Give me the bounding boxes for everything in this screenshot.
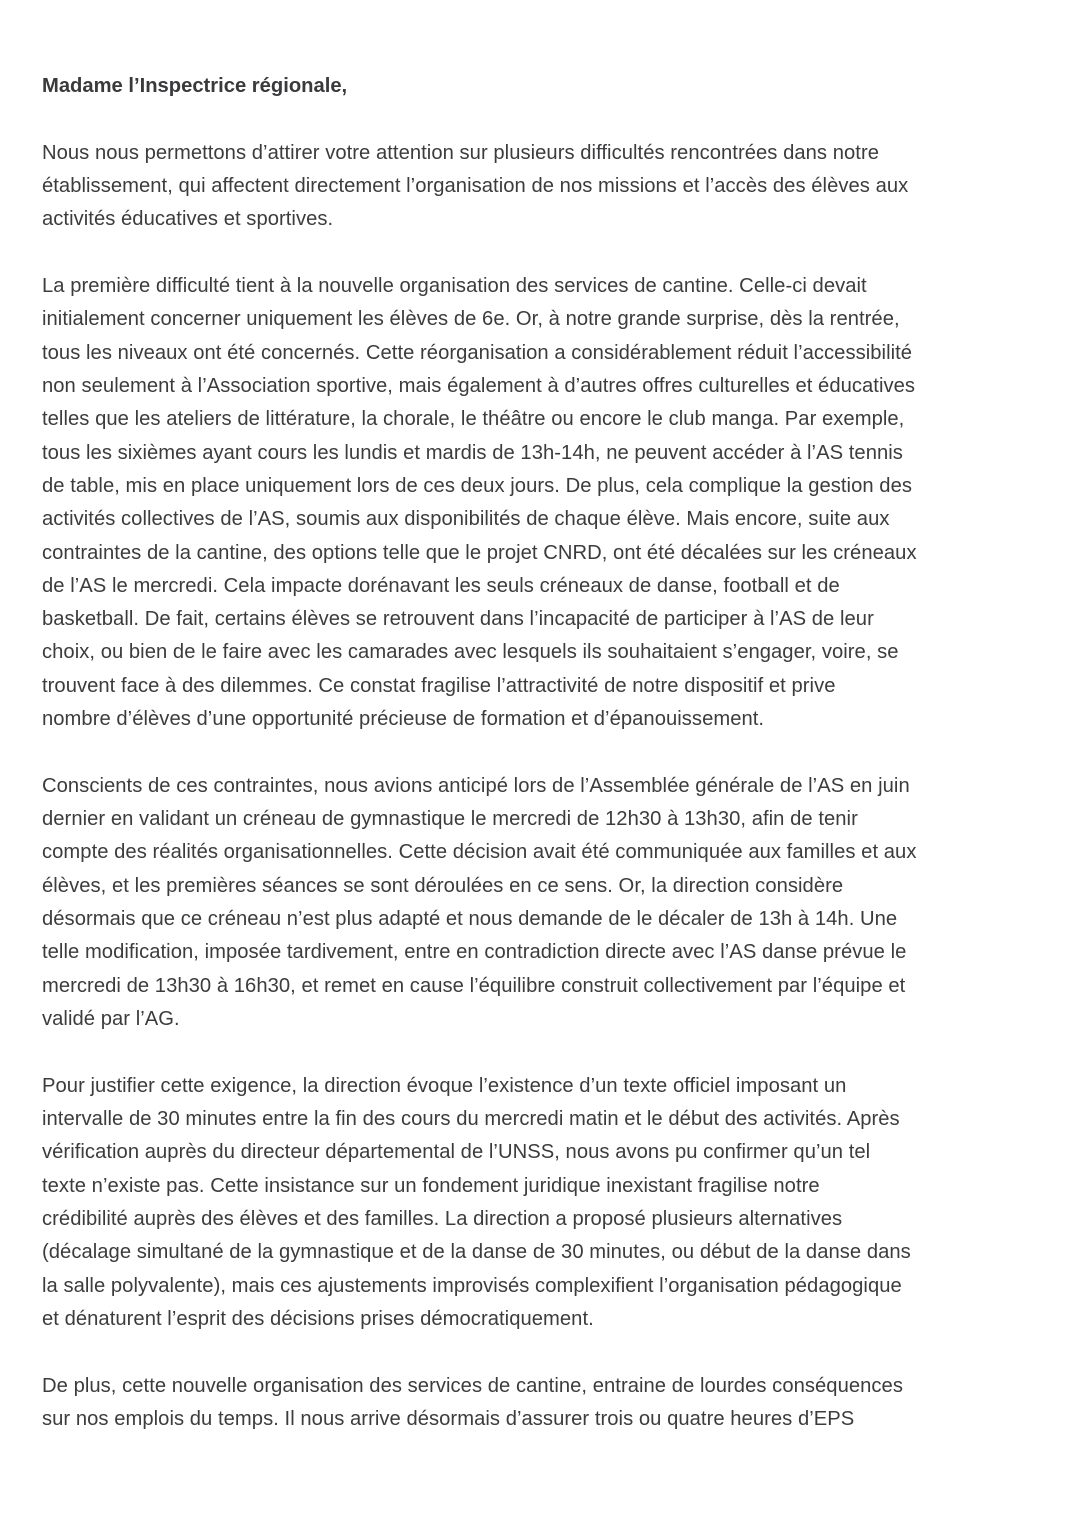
text-line: texte n’existe pas. Cette insistance sur un fondement juridique inexistant fragilise notre: [42, 1174, 820, 1197]
text-line: la salle polyvalente), mais ces ajustements improvisés complexifient l’organisation pédagogique: [42, 1274, 902, 1297]
text-line: initialement concerner uniquement les élèves de 6e. Or, à notre grande surprise, dès la rentrée,: [42, 308, 900, 331]
text-line: choix, ou bien de le faire avec les camarades avec lesquels ils souhaitaient s’engager, voire, se: [42, 641, 899, 664]
letter-body: [42, 70, 1042, 1470]
text-line: non seulement à l’Association sportive, mais également à d’autres offres culturelles et éducatives: [42, 375, 916, 398]
text-line: activités éducatives et sportives.: [42, 208, 334, 231]
letter-greeting: Madame l’Inspectrice régionale,: [42, 75, 348, 97]
text-line: telles que les ateliers de littérature, la chorale, le théâtre ou encore le club manga. Par exemple,: [42, 408, 905, 431]
paragraph-justification: [42, 1070, 1042, 1336]
text-line: dernier en validant un créneau de gymnastique le mercredi de 12h30 à 13h30, afin de tenir: [42, 808, 858, 831]
text-line: basketball. De fait, certains élèves se retrouvent dans l’incapacité de participer à l’AS de leur: [42, 608, 874, 631]
text-line: établissement, qui affectent directement l’organisation de nos missions et l’accès des élèves aux: [42, 175, 909, 198]
text-line: validé par l’AG.: [42, 1007, 180, 1030]
text-line: activités collectives de l’AS, soumis aux disponibilités de chaque élève. Mais encore, suite aux: [42, 508, 890, 531]
text-line: contraintes de la cantine, des options telle que le projet CNRD, ont été décalées sur les créneaux: [42, 541, 917, 564]
paragraph-emplois-du-temps: [42, 1370, 1042, 1437]
text-line: trouvent face à des dilemmes. Ce constat fragilise l’attractivité de notre dispositif et prive: [42, 674, 836, 697]
text-line: de l’AS le mercredi. Cela impacte dorénavant les seuls créneaux de danse, football et de: [42, 574, 840, 597]
text-line: Nous nous permettons d’attirer votre attention sur plusieurs difficultés rencontrées dans notre: [42, 141, 879, 164]
text-line: et dénaturent l’esprit des décisions prises démocratiquement.: [42, 1307, 594, 1330]
text-line: (décalage simultané de la gymnastique et de la danse de 30 minutes, ou début de la danse dans: [42, 1241, 911, 1264]
text-line: tous les sixièmes ayant cours les lundis et mardis de 13h-14h, ne peuvent accéder à l’AS tennis: [42, 441, 903, 464]
text-line: De plus, cette nouvelle organisation des services de cantine, entraine de lourdes conséquences: [42, 1374, 903, 1397]
text-line: vérification auprès du directeur départemental de l’UNSS, nous avons pu confirmer qu’un tel: [42, 1141, 871, 1164]
text-line: La première difficulté tient à la nouvelle organisation des services de cantine. Celle-ci devait: [42, 275, 867, 298]
text-line: sur nos emplois du temps. Il nous arrive désormais d’assurer trois ou quatre heures d’EPS: [42, 1407, 855, 1430]
text-line: Pour justifier cette exigence, la direction évoque l’existence d’un texte officiel imposant un: [42, 1074, 847, 1097]
text-line: intervalle de 30 minutes entre la fin des cours du mercredi matin et le début des activités. Après: [42, 1108, 900, 1131]
text-line: mercredi de 13h30 à 16h30, et remet en cause l’équilibre construit collectivement par l’équipe et: [42, 974, 906, 997]
text-line: de table, mis en place uniquement lors de ces deux jours. De plus, cela complique la gestion des: [42, 474, 912, 497]
text-line: tous les niveaux ont été concernés. Cette réorganisation a considérablement réduit l’accessibilité: [42, 341, 913, 364]
text-line: élèves, et les premières séances se sont déroulées en ce sens. Or, la direction considère: [42, 874, 844, 897]
paragraph-intro: [42, 137, 1042, 237]
paragraph-cantine: [42, 270, 1042, 736]
text-line: crédibilité auprès des élèves et des familles. La direction a proposé plusieurs alternatives: [42, 1207, 843, 1230]
text-line: Conscients de ces contraintes, nous avions anticipé lors de l’Assemblée générale de l’AS en juin: [42, 774, 910, 797]
text-line: désormais que ce créneau n’est plus adapté et nous demande de le décaler de 13h à 14h. Une: [42, 908, 898, 931]
text-line: nombre d’élèves d’une opportunité précieuse de formation et d’épanouissement.: [42, 708, 765, 731]
text-line: telle modification, imposée tardivement, entre en contradiction directe avec l’AS danse prévue le: [42, 941, 907, 964]
paragraph-gymnastique: [42, 770, 1042, 1036]
text-line: compte des réalités organisationnelles. Cette décision avait été communiquée aux familles et aux: [42, 841, 917, 864]
